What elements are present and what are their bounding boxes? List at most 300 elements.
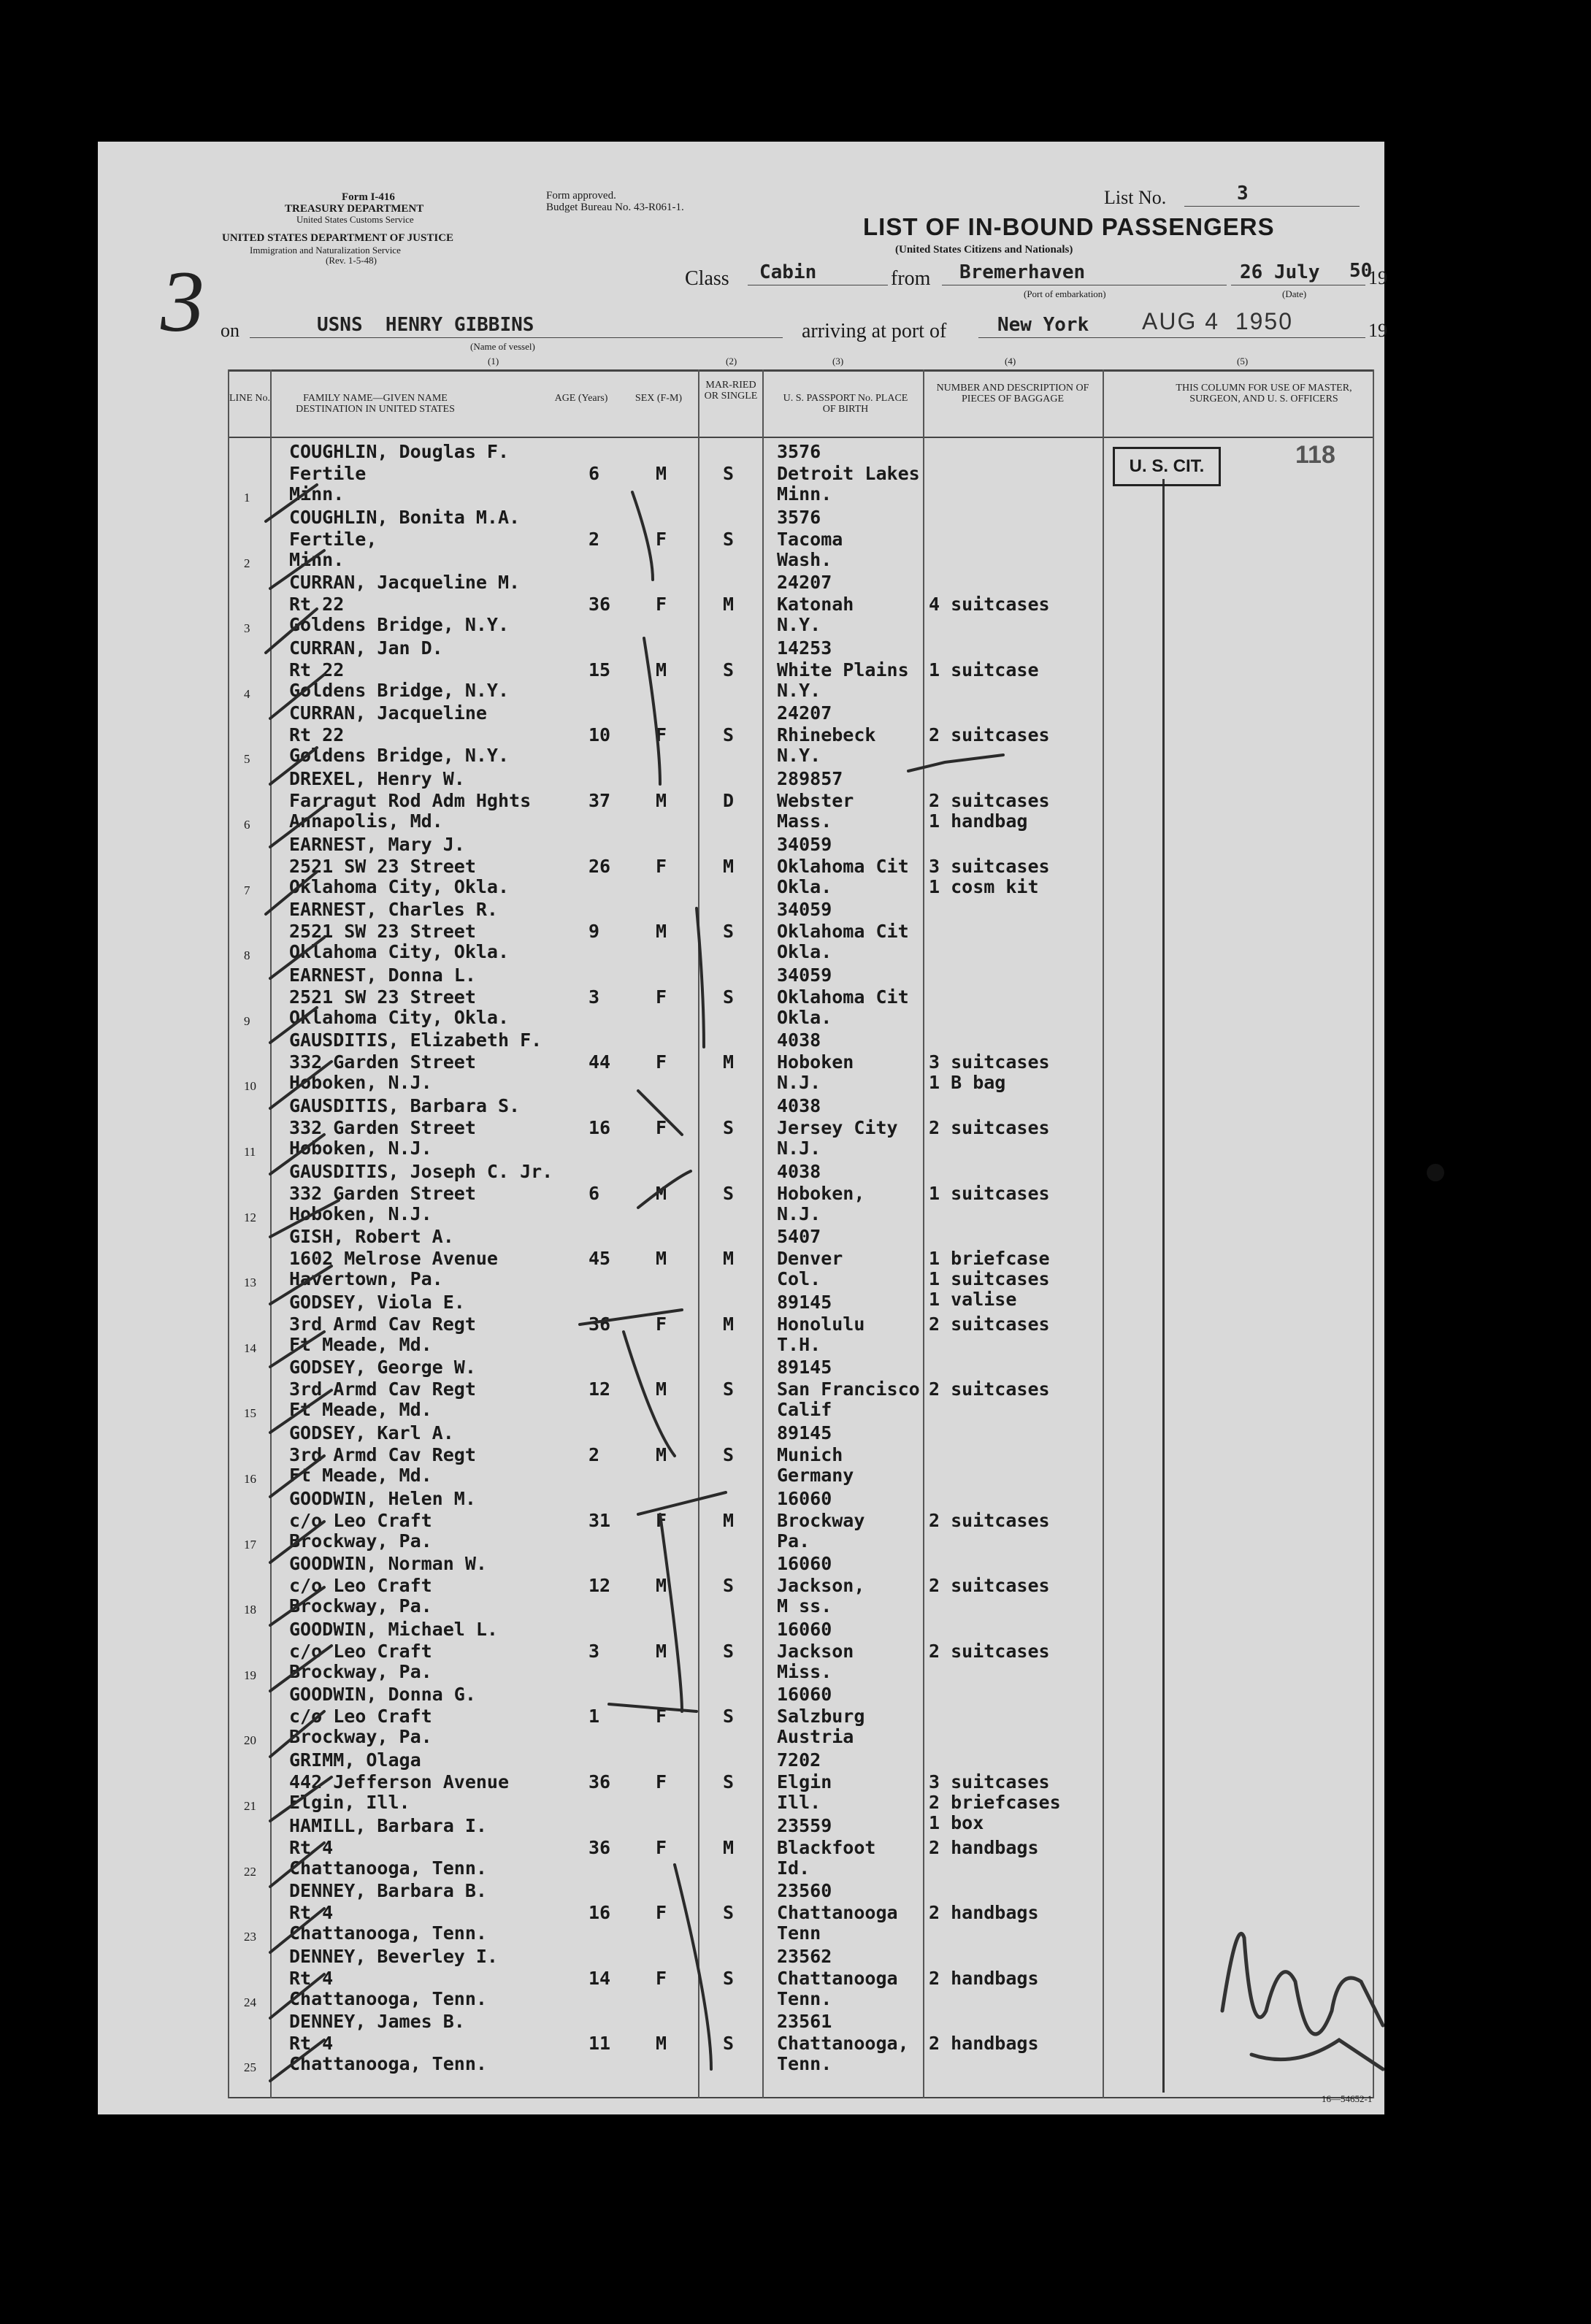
address-line: 3rd Armd Cav Regt <box>289 1444 476 1465</box>
line-number: 22 <box>244 1864 256 1879</box>
passenger-name: EARNEST, Donna L. <box>289 964 476 986</box>
address-city: Hoboken, N.J. <box>289 1072 432 1094</box>
birth-region: Tenn. <box>777 2053 832 2075</box>
baggage-item: 3 suitcases <box>929 1051 1050 1073</box>
ins-label: Immigration and Naturalization Service <box>250 245 401 256</box>
birth-region: Austria <box>777 1726 854 1748</box>
address-city: Oklahoma City, Okla. <box>289 875 510 897</box>
passport-number: 4038 <box>777 1160 821 1182</box>
line-number: 10 <box>244 1079 256 1094</box>
birth-region: Tenn. <box>777 1987 832 2009</box>
passenger-sex: M <box>656 2033 667 2055</box>
birth-region: Col. <box>777 1268 821 1290</box>
birth-region: Germany <box>777 1465 854 1486</box>
passenger-name: CURRAN, Jan D. <box>289 637 443 659</box>
manifest-page <box>98 142 1387 2114</box>
birth-region: N.Y. <box>777 745 821 767</box>
passenger-age: 36 <box>589 1313 611 1335</box>
birth-place: Detroit Lakes <box>777 463 920 484</box>
line-number: 9 <box>244 1013 250 1028</box>
birth-place: Elgin <box>777 1771 832 1792</box>
address-line: Fertile, <box>289 528 377 550</box>
list-no-value: 3 <box>1237 183 1249 204</box>
line-number: 5 <box>244 752 250 767</box>
passenger-sex: F <box>656 1836 667 1858</box>
address-city: Chattanooga, Tenn. <box>289 1922 487 1944</box>
passport-number: 16060 <box>777 1487 832 1509</box>
address-line: 3rd Armd Cav Regt <box>289 1313 476 1335</box>
passport-number: 4038 <box>777 1095 821 1116</box>
marital-status: S <box>723 1575 735 1597</box>
baggage-item: 2 handbags <box>929 2033 1039 2055</box>
passenger-age: 36 <box>589 1771 611 1792</box>
address-city: Goldens Bridge, N.Y. <box>289 614 510 636</box>
passenger-sex: M <box>656 1182 667 1204</box>
address-line: 1602 Melrose Avenue <box>289 1248 498 1270</box>
passport-number: 5407 <box>777 1226 821 1248</box>
address-city: Ft Meade, Md. <box>289 1465 432 1486</box>
baggage-item: 2 suitcases <box>929 1378 1050 1400</box>
birth-place: Chattanooga <box>777 1902 898 1924</box>
line-number: 12 <box>244 1210 256 1224</box>
passenger-sex: F <box>656 1313 667 1335</box>
passenger-sex: F <box>656 1706 667 1727</box>
line-number: 20 <box>244 1733 256 1748</box>
passport-number: 24207 <box>777 572 832 594</box>
line-number: 15 <box>244 1406 256 1421</box>
birth-region: Minn. <box>777 483 832 505</box>
address-city: Hoboken, N.J. <box>289 1138 432 1159</box>
address-city: Brockway, Pa. <box>289 1595 432 1617</box>
line-number: 6 <box>244 818 250 832</box>
passport-number: 289857 <box>777 768 843 789</box>
arrival-port: New York <box>997 314 1089 336</box>
address-city: Goldens Bridge, N.Y. <box>289 679 510 701</box>
column-number: (5) <box>1237 356 1249 367</box>
baggage-item: 2 suitcases <box>929 1640 1050 1662</box>
passport-number: 34059 <box>777 899 832 921</box>
treasury-label: TREASURY DEPARTMENT <box>285 203 424 215</box>
line-number: 1 <box>244 491 250 505</box>
birth-region: Wash. <box>777 548 832 570</box>
baggage-item: 3 suitcases <box>929 1771 1050 1792</box>
passenger-sex: F <box>656 528 667 550</box>
baggage-item: 2 suitcases <box>929 1313 1050 1335</box>
passenger-sex: M <box>656 659 667 680</box>
passenger-sex: F <box>656 1051 667 1073</box>
passport-number: 89145 <box>777 1291 832 1313</box>
birth-region: N.J. <box>777 1138 821 1159</box>
passenger-age: 36 <box>589 594 611 615</box>
passenger-name: COUGHLIN, Douglas F. <box>289 441 510 462</box>
passenger-sex: M <box>656 1378 667 1400</box>
marital-status: S <box>723 986 735 1008</box>
passenger-name: DENNEY, Barbara B. <box>289 1880 487 1902</box>
birth-region: Okla. <box>777 1006 832 1028</box>
line-number: 14 <box>244 1341 256 1355</box>
passport-number: 16060 <box>777 1684 832 1706</box>
address-line: Rt 4 <box>289 1967 334 1989</box>
passenger-name: HAMILL, Barbara I. <box>289 1814 487 1836</box>
passenger-age: 15 <box>589 659 611 680</box>
address-line: c/o Leo Craft <box>289 1509 432 1531</box>
passenger-sex: M <box>656 921 667 943</box>
passenger-age: 11 <box>589 2033 611 2055</box>
marital-status: S <box>723 1117 735 1138</box>
baggage-item: 2 handbags <box>929 1836 1039 1858</box>
passport-number: 23560 <box>777 1880 832 1902</box>
address-line: c/o Leo Craft <box>289 1575 432 1597</box>
marital-status: S <box>723 1640 735 1662</box>
header-officers: THIS COLUMN FOR USE OF MASTER, SURGEON, AND U. S. OFFICERS <box>1176 383 1352 404</box>
budget-label: Budget Bureau No. 43-R061-1. <box>546 202 684 213</box>
birth-region: Pa. <box>777 1530 810 1552</box>
marital-status: S <box>723 1444 735 1465</box>
line-number: 24 <box>244 1995 256 2009</box>
passenger-name: EARNEST, Charles R. <box>289 899 498 921</box>
line-number: 18 <box>244 1603 256 1617</box>
address-line: 2521 SW 23 Street <box>289 921 476 943</box>
passenger-name: DENNEY, Beverley I. <box>289 1945 498 1967</box>
line-number: 8 <box>244 948 250 963</box>
line-number: 2 <box>244 556 250 570</box>
arrival-year-prefix: 19 <box>1368 320 1387 341</box>
passenger-name: EARNEST, Mary J. <box>289 833 465 855</box>
marital-status: M <box>723 1509 735 1531</box>
passenger-sex: M <box>656 1248 667 1270</box>
passenger-sex: M <box>656 1444 667 1465</box>
marital-status: S <box>723 528 735 550</box>
passenger-sex: F <box>656 724 667 746</box>
address-city: Havertown, Pa. <box>289 1268 443 1290</box>
baggage-item: 1 suitcase <box>929 659 1039 680</box>
birth-region: Okla. <box>777 941 832 963</box>
passenger-sex: F <box>656 855 667 877</box>
passenger-age: 12 <box>589 1575 611 1597</box>
passenger-age: 45 <box>589 1248 611 1270</box>
passport-number: 89145 <box>777 1357 832 1378</box>
birth-place: Tacoma <box>777 528 843 550</box>
marital-status: S <box>723 1967 735 1989</box>
passenger-name: GRIMM, Olaga <box>289 1749 421 1771</box>
arriving-label: arriving at port of <box>802 320 947 342</box>
marital-status: D <box>723 790 735 811</box>
passenger-sex: F <box>656 1509 667 1531</box>
address-city: Chattanooga, Tenn. <box>289 1857 487 1879</box>
header-sex: SEX (F-M) <box>635 393 683 404</box>
marital-status: S <box>723 1378 735 1400</box>
date-note: (Date) <box>1282 288 1307 299</box>
passenger-name: GODSEY, George W. <box>289 1357 476 1378</box>
address-line: 3rd Armd Cav Regt <box>289 1378 476 1400</box>
address-city: Chattanooga, Tenn. <box>289 2053 487 2075</box>
vessel-note: (Name of vessel) <box>470 341 535 352</box>
passenger-name: GOODWIN, Michael L. <box>289 1618 498 1640</box>
birth-place: Salzburg <box>777 1706 865 1727</box>
line-number: 21 <box>244 1799 256 1813</box>
address-city: Chattanooga, Tenn. <box>289 1987 487 2009</box>
birth-region: N.Y. <box>777 679 821 701</box>
passenger-sex: F <box>656 1967 667 1989</box>
passenger-age: 31 <box>589 1509 611 1531</box>
page-total-number: 118 <box>1295 441 1335 469</box>
year-value: 50 <box>1349 260 1373 282</box>
birth-place: Oklahoma Cit <box>777 921 909 943</box>
baggage-item: 2 suitcases <box>929 1117 1050 1138</box>
address-line: 2521 SW 23 Street <box>289 986 476 1008</box>
class-value: Cabin <box>759 261 817 283</box>
passport-number: 23562 <box>777 1945 832 1967</box>
justice-label: UNITED STATES DEPARTMENT OF JUSTICE <box>222 232 454 244</box>
address-line: Rt 22 <box>289 724 345 746</box>
passenger-sex: M <box>656 1640 667 1662</box>
birth-place: Rhinebeck <box>777 724 876 746</box>
marital-status: S <box>723 1771 735 1792</box>
passport-number: 23561 <box>777 2011 832 2033</box>
birth-place: Munich <box>777 1444 843 1465</box>
passenger-name: GODSEY, Karl A. <box>289 1422 454 1443</box>
birth-place: San Francisco <box>777 1378 920 1400</box>
passenger-age: 9 <box>589 921 600 943</box>
punch-hole <box>1427 1164 1444 1181</box>
handwritten-page-number: 3 <box>161 253 204 350</box>
baggage-item: 2 handbags <box>929 1967 1039 1989</box>
marital-status: M <box>723 594 735 615</box>
baggage-item: 1 cosm kit <box>929 875 1039 897</box>
address-city: Hoboken, N.J. <box>289 1203 432 1224</box>
address-line: c/o Leo Craft <box>289 1640 432 1662</box>
birth-region: N.Y. <box>777 614 821 636</box>
on-label: on <box>221 320 239 341</box>
footer-code: 16—54652-1 <box>1322 2093 1373 2104</box>
address-line: 332 Garden Street <box>289 1117 476 1138</box>
address-city: Annapolis, Md. <box>289 810 443 832</box>
line-number: 3 <box>244 621 250 636</box>
passenger-sex: F <box>656 986 667 1008</box>
passenger-name: GODSEY, Viola E. <box>289 1291 465 1313</box>
passport-number: 23559 <box>777 1814 832 1836</box>
passenger-age: 6 <box>589 1182 600 1204</box>
marital-status: S <box>723 1706 735 1727</box>
passport-number: 4038 <box>777 1029 821 1051</box>
header-line-no: LINE No. <box>229 393 270 404</box>
header-age: AGE (Years) <box>554 393 608 404</box>
birth-place: Oklahoma Cit <box>777 986 909 1008</box>
passenger-age: 14 <box>589 1967 611 1989</box>
passenger-name: DREXEL, Henry W. <box>289 768 465 789</box>
birth-region: N.J. <box>777 1072 821 1094</box>
address-city: Oklahoma City, Okla. <box>289 1006 510 1028</box>
birth-region: Id. <box>777 1857 810 1879</box>
column-number: (2) <box>726 356 737 367</box>
form-number: Form I-416 <box>342 191 395 203</box>
handwritten-check-marks <box>98 142 1384 2114</box>
line-number: 4 <box>244 686 250 701</box>
passenger-age: 1 <box>589 1706 600 1727</box>
passenger-age: 12 <box>589 1378 611 1400</box>
address-line: Rt 4 <box>289 1902 334 1924</box>
passenger-age: 37 <box>589 790 611 811</box>
address-city: Minn. <box>289 483 345 505</box>
passenger-age: 44 <box>589 1051 611 1073</box>
passenger-name: GAUSDITIS, Elizabeth F. <box>289 1029 543 1051</box>
passenger-sex: F <box>656 1117 667 1138</box>
passenger-age: 6 <box>589 463 600 484</box>
birth-place: Webster <box>777 790 854 811</box>
column-number: (1) <box>488 356 499 367</box>
birth-place: Hoboken <box>777 1051 854 1073</box>
birth-region: Mass. <box>777 810 832 832</box>
address-city: Brockway, Pa. <box>289 1530 432 1552</box>
address-city: Brockway, Pa. <box>289 1660 432 1682</box>
line-number: 23 <box>244 1930 256 1944</box>
header-baggage: NUMBER AND DESCRIPTION OF PIECES OF BAGGAGE <box>936 383 1089 404</box>
marital-status: S <box>723 1182 735 1204</box>
revision-label: (Rev. 1-5-48) <box>326 255 377 266</box>
line-number: 25 <box>244 2060 256 2075</box>
us-citizen-stamp: U. S. CIT. <box>1113 447 1221 486</box>
line-number: 13 <box>244 1276 256 1290</box>
line-number: 16 <box>244 1472 256 1486</box>
address-line: Rt 4 <box>289 1836 334 1858</box>
baggage-item: 1 suitcases <box>929 1268 1050 1290</box>
birth-place: Jersey City <box>777 1117 898 1138</box>
address-line: Rt 22 <box>289 594 345 615</box>
birth-region: Miss. <box>777 1660 832 1682</box>
line-number: 19 <box>244 1668 256 1682</box>
birth-place: Chattanooga <box>777 1967 898 1989</box>
baggage-item: 2 suitcases <box>929 1509 1050 1531</box>
passenger-age: 16 <box>589 1117 611 1138</box>
passport-number: 3576 <box>777 441 821 462</box>
birth-region: Ill. <box>777 1792 821 1813</box>
marital-status: M <box>723 855 735 877</box>
page-title: LIST OF IN-BOUND PASSENGERS <box>863 213 1275 240</box>
date-value: 26 July <box>1240 261 1320 283</box>
address-city: Ft Meade, Md. <box>289 1333 432 1355</box>
address-line: c/o Leo Craft <box>289 1706 432 1727</box>
passport-number: 7202 <box>777 1749 821 1771</box>
address-line: 332 Garden Street <box>289 1182 476 1204</box>
vessel-name: USNS HENRY GIBBINS <box>317 314 534 336</box>
class-label: Class <box>685 267 729 290</box>
baggage-item: 2 suitcases <box>929 790 1050 811</box>
passenger-age: 16 <box>589 1902 611 1924</box>
arrival-date-stamp: AUG 4 1950 <box>1142 308 1293 334</box>
passenger-age: 10 <box>589 724 611 746</box>
address-city: Goldens Bridge, N.Y. <box>289 745 510 767</box>
passenger-name: DENNEY, James B. <box>289 2011 465 2033</box>
list-no-label: List No. <box>1104 187 1167 208</box>
birth-region: Calif <box>777 1399 832 1421</box>
address-city: Elgin, Ill. <box>289 1792 410 1813</box>
baggage-item: 2 handbags <box>929 1902 1039 1924</box>
address-line: Farragut Rod Adm Hghts <box>289 790 532 811</box>
passenger-age: 2 <box>589 1444 600 1465</box>
birth-place: Honolulu <box>777 1313 865 1335</box>
baggage-item: 2 suitcases <box>929 724 1050 746</box>
birth-region: Tenn <box>777 1922 821 1944</box>
address-line: 332 Garden Street <box>289 1051 476 1073</box>
page-subtitle: (United States Citizens and Nationals) <box>895 244 1073 256</box>
marital-status: M <box>723 1836 735 1858</box>
marital-status: S <box>723 921 735 943</box>
address-line: Fertile <box>289 463 367 484</box>
marital-status: S <box>723 463 735 484</box>
baggage-item: 1 suitcases <box>929 1182 1050 1204</box>
marital-status: S <box>723 2033 735 2055</box>
address-line: 2521 SW 23 Street <box>289 855 476 877</box>
marital-status: S <box>723 724 735 746</box>
passenger-name: GAUSDITIS, Joseph C. Jr. <box>289 1160 553 1182</box>
birth-place: Jackson, <box>777 1575 865 1597</box>
passenger-age: 2 <box>589 528 600 550</box>
birth-place: White Plains <box>777 659 909 680</box>
passenger-sex: M <box>656 1575 667 1597</box>
header-name: FAMILY NAME—GIVEN NAME DESTINATION IN UNITED STATES <box>296 393 455 415</box>
marital-status: S <box>723 1902 735 1924</box>
baggage-item: 3 suitcases <box>929 855 1050 877</box>
passenger-name: COUGHLIN, Bonita M.A. <box>289 506 521 528</box>
marital-status: S <box>723 659 735 680</box>
passenger-name: GOODWIN, Norman W. <box>289 1553 487 1575</box>
birth-region: Okla. <box>777 875 832 897</box>
passport-number: 34059 <box>777 833 832 855</box>
baggage-item: 1 valise <box>929 1289 1017 1311</box>
marital-status: M <box>723 1313 735 1335</box>
passenger-name: GISH, Robert A. <box>289 1226 454 1248</box>
birth-place: Blackfoot <box>777 1836 876 1858</box>
header-married: MAR-RIED OR SINGLE <box>704 380 758 402</box>
marital-status: M <box>723 1051 735 1073</box>
address-city: Oklahoma City, Okla. <box>289 941 510 963</box>
birth-region: M ss. <box>777 1595 832 1617</box>
customs-label: United States Customs Service <box>296 214 414 225</box>
column-number: (4) <box>1005 356 1016 367</box>
baggage-item: 1 handbag <box>929 810 1028 832</box>
line-number: 7 <box>244 883 250 897</box>
birth-place: Denver <box>777 1248 843 1270</box>
approved-label: Form approved. <box>546 190 616 202</box>
baggage-item: 2 briefcases <box>929 1792 1061 1813</box>
passenger-sex: F <box>656 1902 667 1924</box>
address-city: Minn. <box>289 548 345 570</box>
baggage-item: 1 B bag <box>929 1072 1006 1094</box>
passenger-name: CURRAN, Jacqueline <box>289 702 487 724</box>
year-prefix: 19 <box>1368 267 1387 288</box>
passport-number: 16060 <box>777 1553 832 1575</box>
column-number: (3) <box>832 356 844 367</box>
birth-place: Hoboken, <box>777 1182 865 1204</box>
birth-region: T.H. <box>777 1333 821 1355</box>
birth-place: Katonah <box>777 594 854 615</box>
passport-number: 3576 <box>777 506 821 528</box>
marital-status: M <box>723 1248 735 1270</box>
passenger-sex: M <box>656 463 667 484</box>
passport-number: 34059 <box>777 964 832 986</box>
passport-number: 89145 <box>777 1422 832 1443</box>
passenger-sex: F <box>656 594 667 615</box>
birth-place: Chattanooga, <box>777 2033 909 2055</box>
from-value: Bremerhaven <box>959 261 1086 283</box>
baggage-item: 2 suitcases <box>929 1575 1050 1597</box>
birth-region: N.J. <box>777 1203 821 1224</box>
passport-number: 14253 <box>777 637 832 659</box>
address-line: 442 Jefferson Avenue <box>289 1771 510 1792</box>
header-passport: U. S. PASSPORT No. PLACE OF BIRTH <box>783 393 908 415</box>
passenger-sex: F <box>656 1771 667 1792</box>
passenger-name: GOODWIN, Helen M. <box>289 1487 476 1509</box>
